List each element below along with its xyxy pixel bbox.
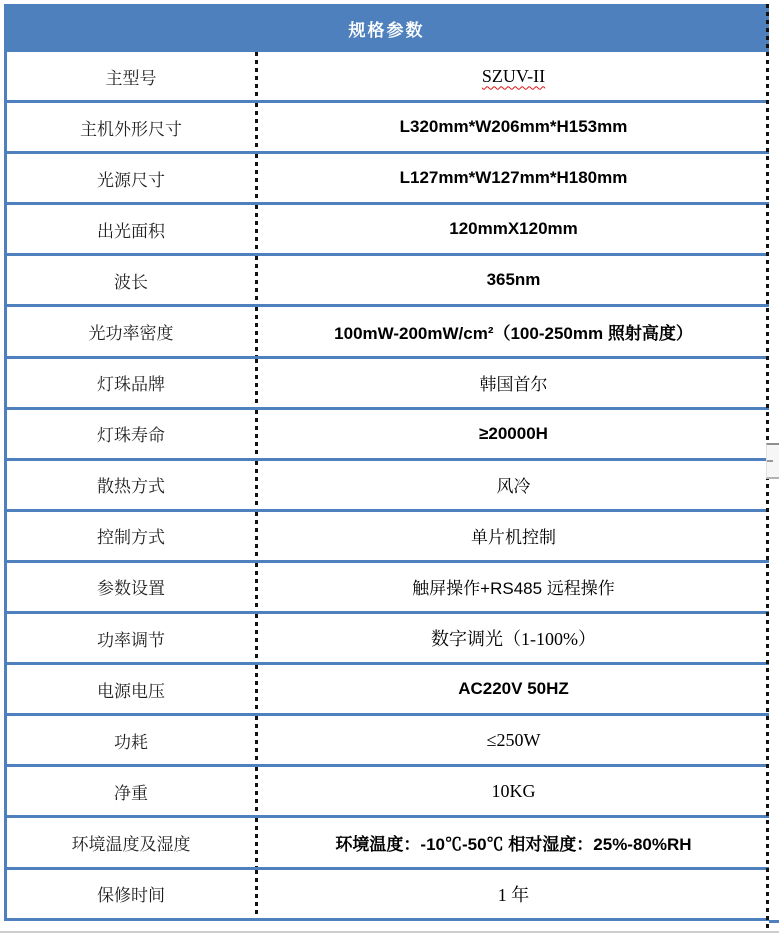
row-label: 光源尺寸 (97, 170, 165, 190)
table-row-power-consumption (7, 716, 769, 767)
row-label: 电源电压 (97, 681, 165, 701)
row-label: 出光面积 (97, 221, 165, 241)
table-row-power-density (7, 307, 769, 358)
row-value: 120mmX120mm (449, 219, 578, 239)
table-row-led-brand (7, 359, 769, 410)
table-row-wavelength (7, 256, 769, 307)
row-label: 主机外形尺寸 (80, 119, 182, 139)
row-label: 参数设置 (97, 579, 165, 599)
row-value: 10KG (491, 780, 536, 801)
table-title-text: 规格参数 (348, 20, 425, 40)
table-row-led-lifespan (7, 410, 769, 461)
row-label: 控制方式 (97, 528, 165, 548)
row-value: ≤250W (486, 729, 541, 750)
row-value: SZUV-II (481, 65, 546, 86)
row-label: 保修时间 (97, 886, 165, 906)
row-label: 散热方式 (97, 477, 165, 497)
row-value: 1 年 (497, 884, 530, 905)
scrollbar-thumb[interactable] (766, 443, 779, 479)
page-edge-line (0, 931, 779, 933)
row-value: 100mW-200mW/cm²（100-250mm 照射高度） (334, 324, 693, 344)
row-label: 灯珠品牌 (97, 375, 165, 395)
table-row-host-dimensions (7, 103, 769, 154)
bottom-border-extension (769, 920, 779, 923)
row-value: 单片机控制 (471, 528, 556, 548)
row-label: 光功率密度 (88, 324, 174, 344)
table-row-control-method (7, 512, 769, 563)
table-row-cooling-method (7, 461, 769, 512)
table-row-power-adjustment (7, 614, 769, 665)
row-label: 波长 (114, 272, 148, 292)
row-label: 功耗 (114, 732, 148, 752)
table-title (4, 4, 769, 52)
row-value: 风冷 (496, 477, 531, 497)
specification-table (4, 4, 769, 921)
row-label: 净重 (114, 783, 148, 803)
row-value: 365nm (486, 270, 541, 290)
row-label: 灯珠寿命 (97, 426, 165, 446)
row-value: 数字调光（1-100%） (431, 629, 596, 650)
table-row-emitting-area (7, 205, 769, 256)
row-value: 环境温度：-10℃-50℃ 相对湿度：25%-80%RH (335, 834, 692, 854)
row-value: L320mm*W206mm*H153mm (399, 117, 628, 137)
table-body (4, 52, 769, 921)
table-row-parameter-setting (7, 563, 769, 614)
table-row-warranty (7, 870, 769, 921)
row-value: L127mm*W127mm*H180mm (399, 168, 628, 188)
table-row-model (7, 52, 769, 103)
row-label: 环境温度及湿度 (71, 834, 191, 854)
row-value: 触屏操作+RS485 远程操作 (412, 579, 615, 599)
table-row-ambient-temp-humidity (7, 818, 769, 869)
row-label: 功率调节 (97, 630, 165, 650)
scrollbar-thumb-dash (767, 460, 773, 462)
table-row-net-weight (7, 767, 769, 818)
row-value: AC220V 50HZ (458, 679, 569, 699)
row-label: 主型号 (105, 68, 157, 88)
table-row-light-source-dimensions (7, 154, 769, 205)
row-value: ≥20000H (479, 423, 548, 443)
row-value: 韩国首尔 (479, 375, 548, 395)
table-row-supply-voltage (7, 665, 769, 716)
